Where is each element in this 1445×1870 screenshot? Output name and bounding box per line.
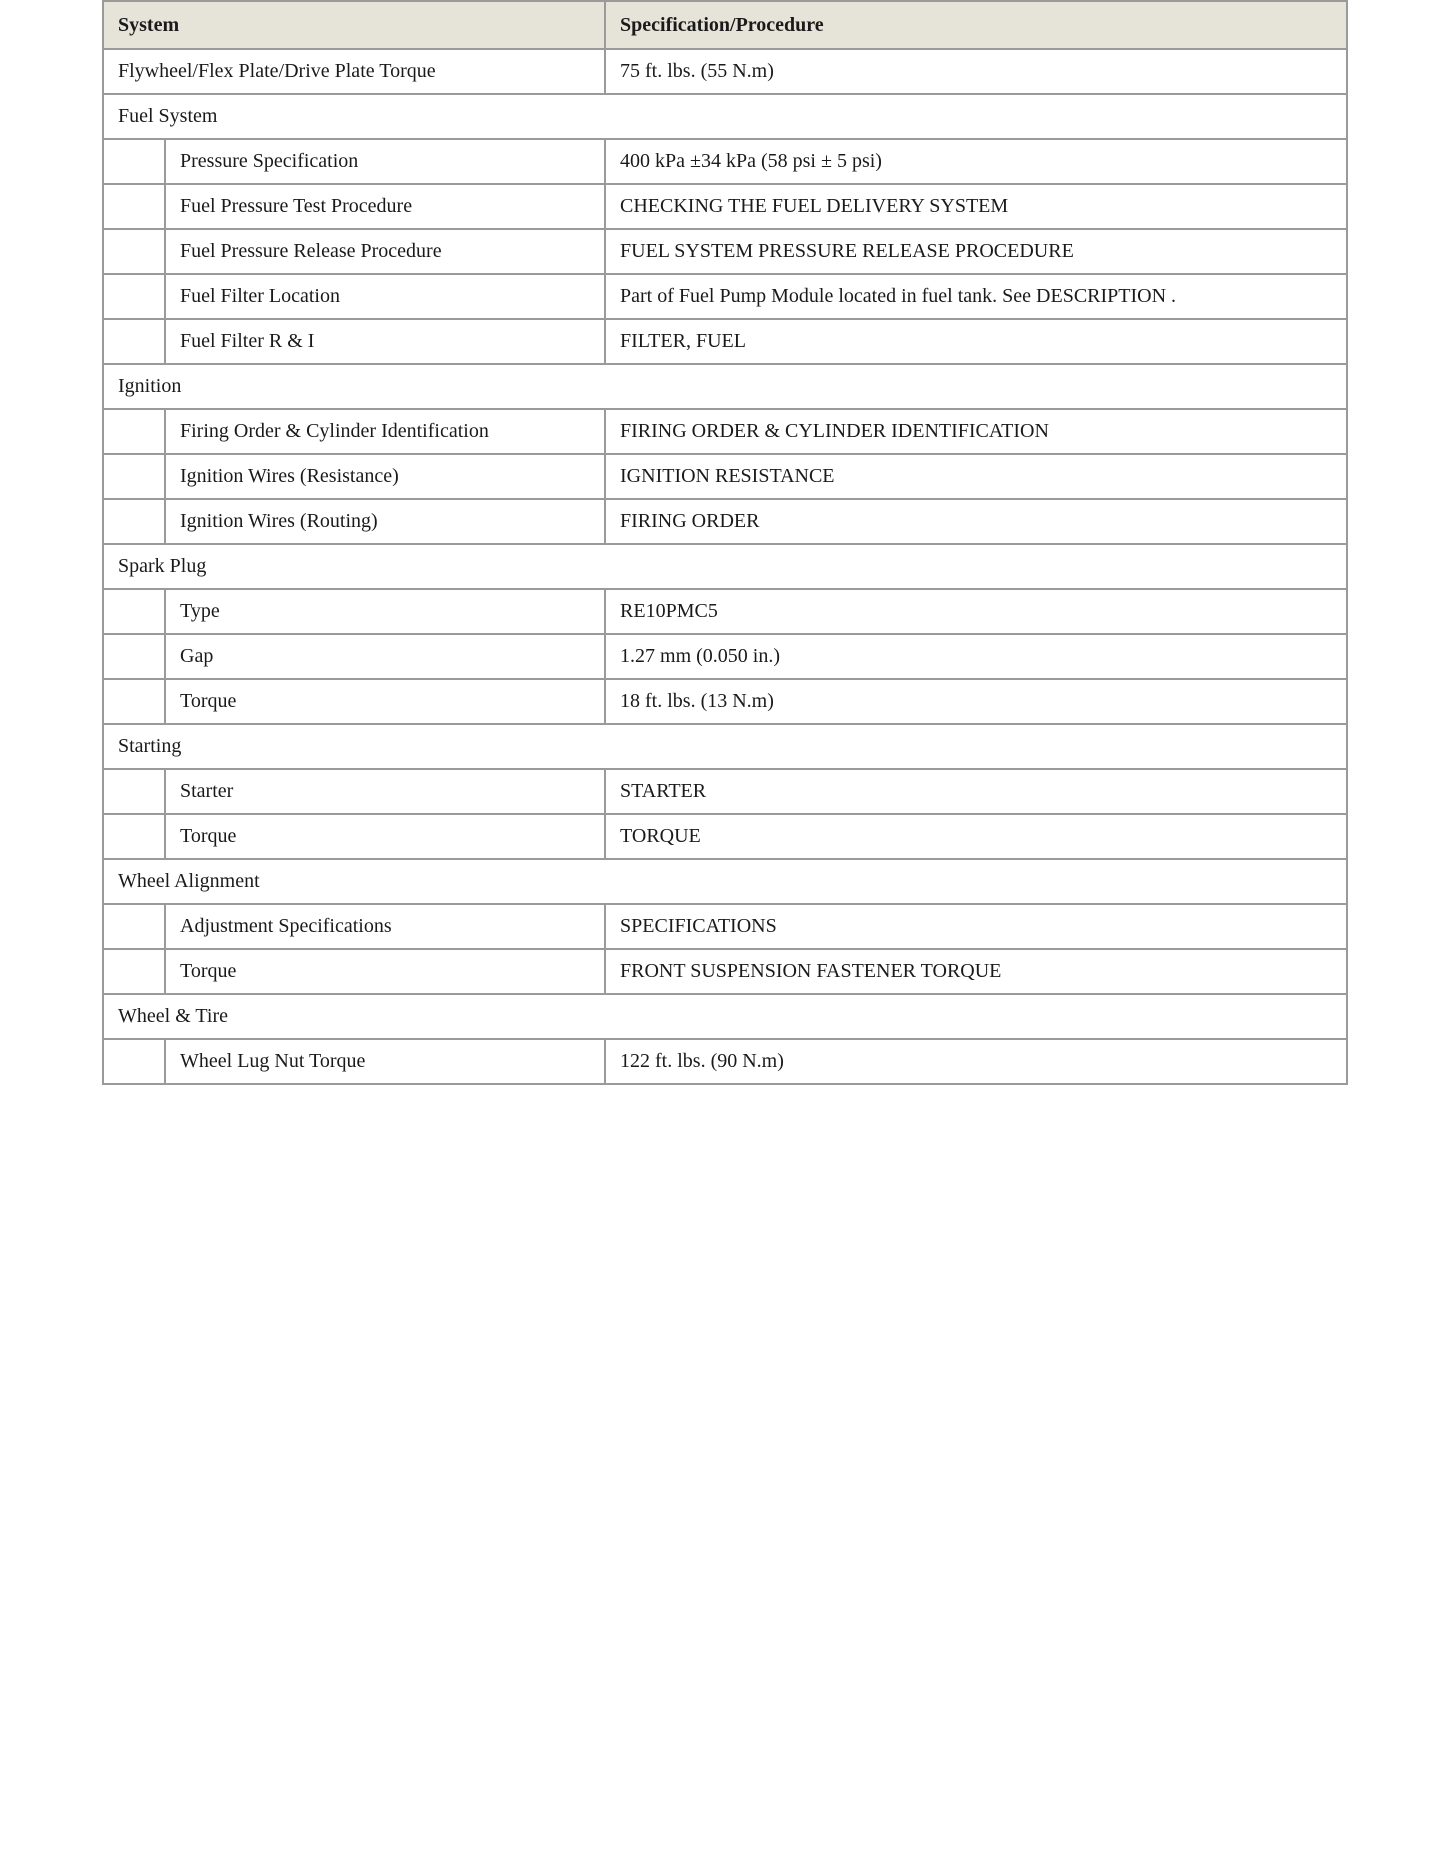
section-title: Ignition [103, 364, 1347, 409]
indent-cell [103, 454, 165, 499]
table-row [103, 184, 1347, 229]
row-value: SPECIFICATIONS [605, 904, 1347, 949]
indent-cell [103, 814, 165, 859]
indent-cell [103, 409, 165, 454]
table-row [103, 1039, 1347, 1084]
header-system: System [103, 1, 605, 49]
table-row [103, 589, 1347, 634]
row-value: STARTER [605, 769, 1347, 814]
section-title: Starting [103, 724, 1347, 769]
table-row [103, 634, 1347, 679]
row-value: FUEL SYSTEM PRESSURE RELEASE PROCEDURE [605, 229, 1347, 274]
header-spec: Specification/Procedure [605, 1, 1347, 49]
header-row [103, 1, 1347, 49]
row-value: Part of Fuel Pump Module located in fuel tank. See DESCRIPTION . [605, 274, 1347, 319]
indent-cell [103, 319, 165, 364]
row-label: Type [165, 589, 605, 634]
row-label: Firing Order & Cylinder Identification [165, 409, 605, 454]
indent-cell [103, 274, 165, 319]
row-label: Torque [165, 679, 605, 724]
section-title: Spark Plug [103, 544, 1347, 589]
table-row [103, 274, 1347, 319]
row-value: CHECKING THE FUEL DELIVERY SYSTEM [605, 184, 1347, 229]
table-row [103, 904, 1347, 949]
table-row [103, 409, 1347, 454]
specification-table [102, 0, 1348, 1085]
row-label: Adjustment Specifications [165, 904, 605, 949]
indent-cell [103, 949, 165, 994]
row-label: Flywheel/Flex Plate/Drive Plate Torque [103, 49, 605, 94]
row-label: Fuel Filter Location [165, 274, 605, 319]
row-label: Fuel Pressure Test Procedure [165, 184, 605, 229]
table-row [103, 949, 1347, 994]
section-row-starting [103, 724, 1347, 769]
row-value: 1.27 mm (0.050 in.) [605, 634, 1347, 679]
row-value: FIRING ORDER [605, 499, 1347, 544]
row-label: Pressure Specification [165, 139, 605, 184]
row-value: RE10PMC5 [605, 589, 1347, 634]
row-value: 18 ft. lbs. (13 N.m) [605, 679, 1347, 724]
indent-cell [103, 1039, 165, 1084]
indent-cell [103, 499, 165, 544]
row-label: Torque [165, 949, 605, 994]
section-row-wheel-tire [103, 994, 1347, 1039]
section-title: Wheel & Tire [103, 994, 1347, 1039]
table-row [103, 454, 1347, 499]
row-value: FRONT SUSPENSION FASTENER TORQUE [605, 949, 1347, 994]
row-value: TORQUE [605, 814, 1347, 859]
row-label: Wheel Lug Nut Torque [165, 1039, 605, 1084]
section-row-spark-plug [103, 544, 1347, 589]
indent-cell [103, 184, 165, 229]
row-value: FIRING ORDER & CYLINDER IDENTIFICATION [605, 409, 1347, 454]
section-row-fuel-system [103, 94, 1347, 139]
indent-cell [103, 139, 165, 184]
row-label: Starter [165, 769, 605, 814]
table-row [103, 679, 1347, 724]
row-label: Fuel Pressure Release Procedure [165, 229, 605, 274]
row-value: 75 ft. lbs. (55 N.m) [605, 49, 1347, 94]
row-label: Fuel Filter R & I [165, 319, 605, 364]
table-row [103, 814, 1347, 859]
row-value: 400 kPa ±34 kPa (58 psi ± 5 psi) [605, 139, 1347, 184]
row-label: Ignition Wires (Resistance) [165, 454, 605, 499]
table-row [103, 319, 1347, 364]
row-label: Torque [165, 814, 605, 859]
section-title: Wheel Alignment [103, 859, 1347, 904]
table-row [103, 769, 1347, 814]
row-label: Gap [165, 634, 605, 679]
indent-cell [103, 679, 165, 724]
row-value: 122 ft. lbs. (90 N.m) [605, 1039, 1347, 1084]
table-row [103, 499, 1347, 544]
row-value: FILTER, FUEL [605, 319, 1347, 364]
section-row-wheel-alignment [103, 859, 1347, 904]
indent-cell [103, 769, 165, 814]
row-value: IGNITION RESISTANCE [605, 454, 1347, 499]
table-row [103, 229, 1347, 274]
indent-cell [103, 589, 165, 634]
section-row-ignition [103, 364, 1347, 409]
indent-cell [103, 229, 165, 274]
row-label: Ignition Wires (Routing) [165, 499, 605, 544]
section-title: Fuel System [103, 94, 1347, 139]
table-row [103, 139, 1347, 184]
indent-cell [103, 904, 165, 949]
table-row [103, 49, 1347, 94]
indent-cell [103, 634, 165, 679]
